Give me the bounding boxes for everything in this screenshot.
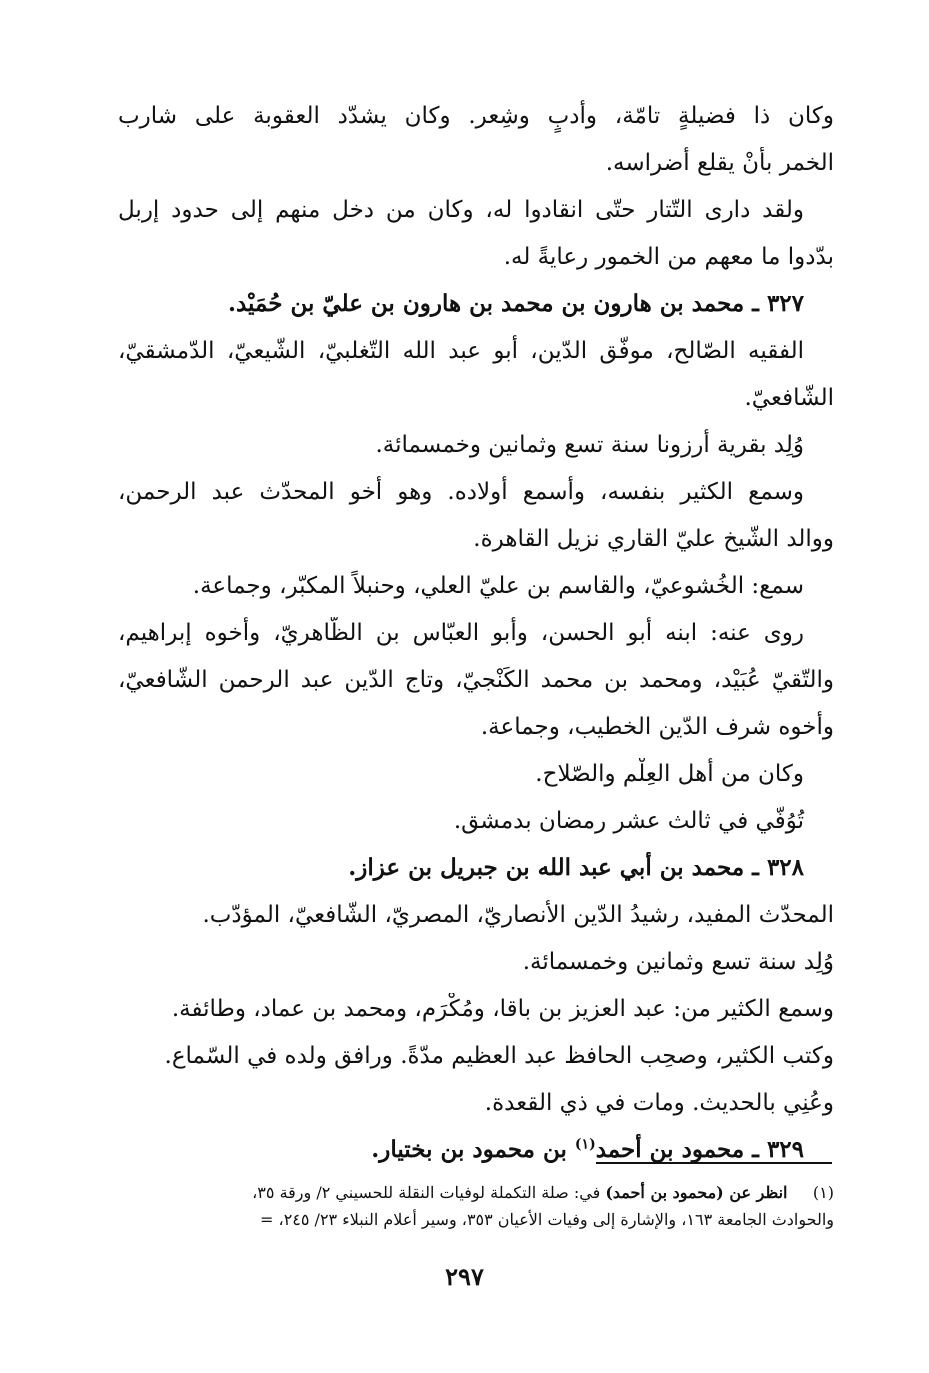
text-line: وكتب الكثير، وصحِب الحافظ عبد العظيم مدّةً. ورافق ولده في السّماع. [164,1043,834,1069]
text-line: وسمع الكثير بنفسه، وأسمع أولاده. وهو أخو المحدّث عبد الرحمن، [118,479,804,505]
footnote-separator [596,1162,832,1164]
entry-329-name: ٣٢٩ ـ محمود بن أحمد [595,1136,804,1163]
text-line: وكان من أهل العِلْم والصّلاح. [535,761,804,787]
entry-heading-329 [118,1134,834,1181]
text-line: سمع: الخُشوعيّ، والقاسم بن عليّ العلي، وحنبلاً المكبّر، وجماعة. [192,573,804,599]
text-line: وسمع الكثير من: عبد العزيز بن باقا، ومُكْرَم، ومحمد بن عماد، وطائفة. [171,996,834,1022]
entry-heading-328: ٣٢٨ ـ محمد بن أبي عبد الله بن جبريل بن عزاز. [348,854,804,881]
footnote-line-2: والحوادث الجامعة ١٦٣، والإشارة إلى وفيات الأعيان ٣٥٣، وسير أعلام النبلاء ٢٣/ ٢٤٥، = [260,1210,834,1229]
text-line: ووالد الشّيخ عليّ القاري نزيل القاهرة. [473,526,834,552]
text-line: تُوُفّي في ثالث عشر رمضان بدمشق. [453,808,804,834]
text-line: روى عنه: ابنه أبو الحسن، وأبو العبّاس بن الظّاهريّ، وأخوه إبراهيم، [118,620,804,646]
footnote-number: (١) [812,1183,834,1202]
text-line: الشّافعيّ. [744,385,834,411]
entry-heading-327: ٣٢٧ ـ محمد بن هارون بن محمد بن هارون بن عليّ بن حُمَيْد. [227,290,804,317]
footnote-text: في: صلة التكملة لوفيات النقلة للحسيني ٢/ ورقة ٣٥، [252,1183,606,1202]
text-line: وُلِد بقرية أرزونا سنة تسع وثمانين وخمسمائة. [375,432,804,458]
text-line: وأخوه شرف الدّين الخطيب، وجماعة. [480,714,834,740]
text-line: بدّدوا ما معهم من الخمور رعايةً له. [503,244,834,270]
text-line: وعُنِي بالحديث. ومات في ذي القعدة. [484,1090,834,1116]
entry-329-rest: بن محمود بن بختيار. [371,1136,575,1163]
body-text [118,100,834,1181]
text-line: المحدّث المفيد، رشيدُ الدّين الأنصاريّ، المصريّ، الشّافعيّ، المؤدّب. [202,902,834,928]
text-line: والتّقيّ عُبَيْد، ومحمد بن محمد الكَنْجيّ، وتاج الدّين عبد الرحمن الشّافعيّ، [118,667,834,693]
footnote [80,1180,834,1234]
text-line: الخمر بأنْ يقلع أضراسه. [605,150,834,176]
text-line: الفقيه الصّالح، موفّق الدّين، أبو عبد الله التّغلبيّ، الشّيعيّ، الدّمشقيّ، [118,338,804,364]
footnote-line-1 [80,1180,834,1207]
footnote-marker: (١) [574,1136,596,1153]
text-line: وكان ذا فضيلةٍ تامّة، وأدبٍ وشِعر. وكان يشدّد العقوبة على شارب [118,103,834,129]
text-line: ولقد دارى التّتار حتّى انقادوا له، وكان من دخل منهم إلى حدود إربل [118,197,804,223]
text-line: وُلِد سنة تسع وثمانين وخمسمائة. [522,949,834,975]
footnote-bold-text: انظر عن (محمود بن أحمد) [605,1183,788,1202]
page-number: ٢٩٧ [445,1262,484,1291]
